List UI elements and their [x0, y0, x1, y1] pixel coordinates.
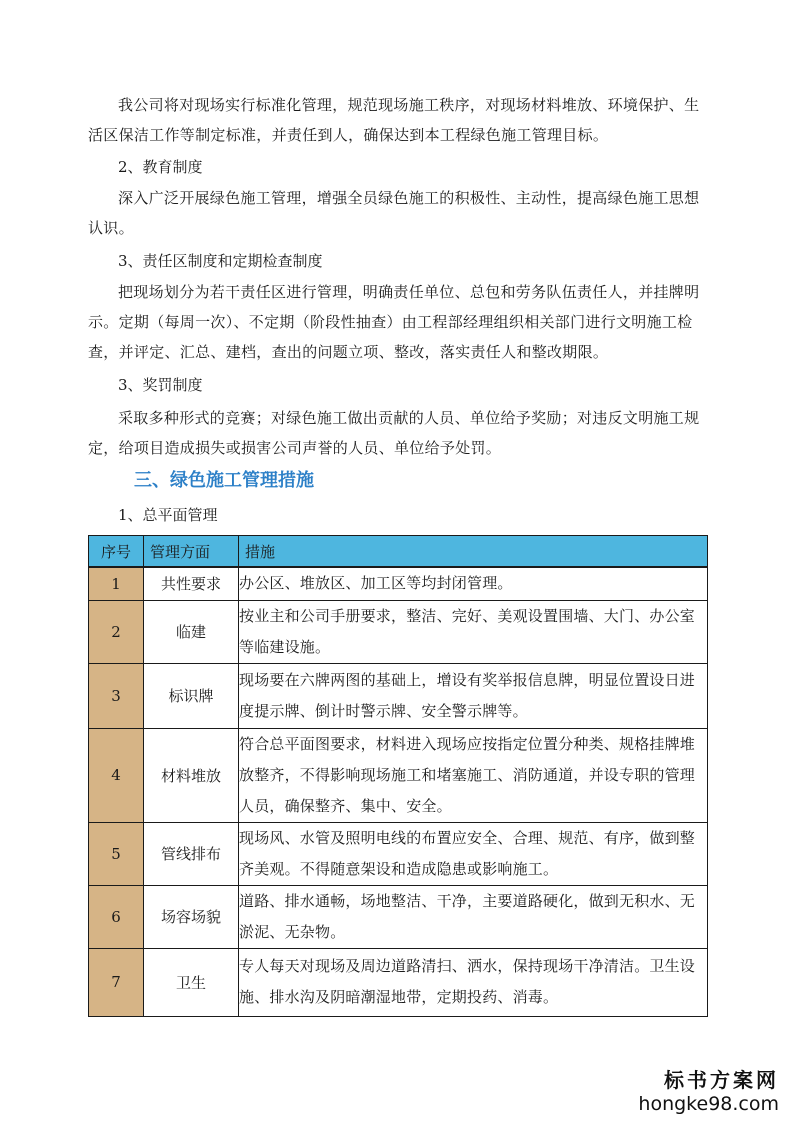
- header-aspect: 管理方面: [144, 536, 239, 568]
- row-aspect: 管线排布: [144, 822, 239, 885]
- table-row: [89, 822, 708, 885]
- row-number: 1: [89, 567, 144, 600]
- row-measure: 符合总平面图要求，材料进入现场应按指定位置分种类、规格挂牌堆放整齐，不得影响现场施工和堵塞施工、消防通道，并设专职的管理人员，确保整齐、集中、安全。: [239, 728, 708, 822]
- table-row: [89, 600, 708, 663]
- table-row: [89, 948, 708, 1016]
- watermark-name: 标书方案网: [664, 1068, 779, 1092]
- row-aspect: 标识牌: [144, 663, 239, 728]
- table-row: [89, 663, 708, 728]
- row-measure: 办公区、堆放区、加工区等均封闭管理。: [239, 567, 708, 600]
- row-measure: 按业主和公司手册要求，整洁、完好、美观设置围墙、大门、办公室等临建设施。: [239, 600, 708, 663]
- responsibility-heading: 3、责任区制度和定期检查制度: [118, 252, 323, 270]
- site-watermark: [638, 1068, 779, 1116]
- row-aspect: 卫生: [144, 948, 239, 1016]
- row-number: 7: [89, 948, 144, 1016]
- reward-heading: 3、奖罚制度: [118, 376, 203, 394]
- intro-paragraph: 我公司将对现场实行标准化管理，规范现场施工秩序，对现场材料堆放、环境保护、生活区保洁工作等制定标准，并责任到人，确保达到本工程绿色施工管理目标。: [88, 96, 700, 144]
- reward-paragraph: 采取多种形式的竞赛；对绿色施工做出贡献的人员、单位给予奖励；对违反文明施工规定，给项目造成损失或损害公司声誉的人员、单位给予处罚。: [88, 409, 700, 457]
- table-header-row: [89, 536, 708, 568]
- row-number: 2: [89, 600, 144, 663]
- header-measure: 措施: [239, 536, 708, 568]
- header-number: 序号: [89, 536, 144, 568]
- row-measure: 道路、排水通畅，场地整洁、干净，主要道路硬化，做到无积水、无淤泥、无杂物。: [239, 885, 708, 948]
- row-aspect: 临建: [144, 600, 239, 663]
- row-aspect: 材料堆放: [144, 728, 239, 822]
- education-paragraph: 深入广泛开展绿色施工管理，增强全员绿色施工的积极性、主动性，提高绿色施工思想认识。: [88, 189, 700, 237]
- row-measure: 专人每天对现场及周边道路清扫、洒水，保持现场干净清洁。卫生设施、排水沟及阴暗潮湿地带，定期投药、消毒。: [239, 948, 708, 1016]
- table-row: [89, 885, 708, 948]
- row-number: 3: [89, 663, 144, 728]
- row-measure: 现场要在六牌两图的基础上，增设有奖举报信息牌，明显位置设日进度提示牌、倒计时警示牌、安全警示牌等。: [239, 663, 708, 728]
- watermark-url: hongke98.com: [638, 1093, 779, 1115]
- row-measure: 现场风、水管及照明电线的布置应安全、合理、规范、有序，做到整齐美观。不得随意架设和造成隐患或影响施工。: [239, 822, 708, 885]
- responsibility-paragraph: 把现场划分为若干责任区进行管理，明确责任单位、总包和劳务队伍责任人，并挂牌明示。定期（每周一次）、不定期（阶段性抽查）由工程部经理组织相关部门进行文明施工检查，并评定、汇总、建档，查出的问题立项、整改，落实责任人和整改期限。: [88, 283, 700, 361]
- row-number: 6: [89, 885, 144, 948]
- row-number: 4: [89, 728, 144, 822]
- row-aspect: 场容场貌: [144, 885, 239, 948]
- subsection-heading: 1、总平面管理: [118, 506, 218, 524]
- management-table: [88, 535, 708, 1017]
- table-row: [89, 567, 708, 600]
- section-title: 三、绿色施工管理措施: [134, 470, 314, 491]
- row-number: 5: [89, 822, 144, 885]
- education-heading: 2、教育制度: [118, 158, 203, 176]
- table-row: [89, 728, 708, 822]
- row-aspect: 共性要求: [144, 567, 239, 600]
